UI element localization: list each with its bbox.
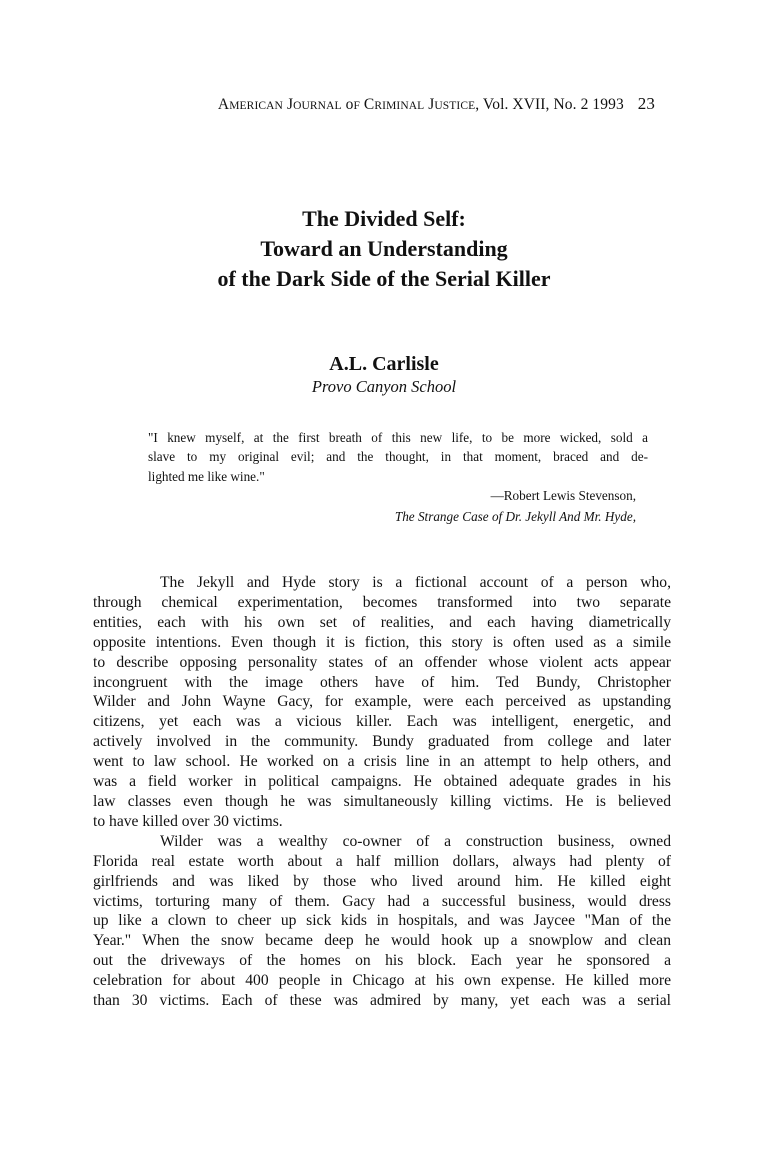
text-line: than 30 victims. Each of these was admired by many, yet each was a serial — [93, 992, 671, 1010]
text-line: victims, torturing many of them. Gacy had a successful business, would dress — [93, 892, 671, 910]
text-line: actively involved in the community. Bundy graduated from college and later — [93, 733, 671, 751]
paragraph-2 — [93, 832, 671, 1011]
text-line: girlfriends and was liked by those who lived around him. He killed eight — [93, 872, 671, 890]
epigraph — [148, 428, 648, 486]
text-line: to have killed over 30 victims. — [93, 812, 283, 830]
text-line: was a field worker in political campaigns. He obtained adequate grades in his — [93, 773, 671, 791]
text-line: went to law school. He worked on a crisis line in an attempt to help others, and — [93, 753, 671, 771]
article-title — [84, 204, 684, 294]
text-line: celebration for about 400 people in Chicago at his own expense. He killed more — [93, 972, 671, 990]
page-number: 23 — [637, 94, 655, 113]
title-line: Toward an Understanding — [260, 236, 508, 261]
author-name: A.L. Carlisle — [329, 353, 439, 375]
epigraph-author: —Robert Lewis Stevenson, — [490, 488, 636, 503]
running-head: AMERICAN JOURNAL oF CRIMINAL JUSTICE, Vol. XVII, No. 2 1993 23 — [217, 94, 655, 113]
title-line: The Divided Self: — [302, 206, 466, 231]
text-line: entities, each with his own set of realities, and each having diametrically — [93, 613, 671, 631]
epigraph-work: The Strange Case of Dr. Jekyll And Mr. Hyde, — [394, 509, 636, 524]
text-line: to describe opposing personality states of an offender whose violent acts appear — [93, 653, 671, 671]
epigraph-line: lighted me like wine." — [148, 468, 265, 484]
text-line: through chemical experimentation, becomes transformed into two separate — [93, 593, 671, 611]
text-line: incongruent with the image others have of him. Ted Bundy, Christopher — [93, 673, 671, 691]
text-line: The Jekyll and Hyde story is a fictional account of a person who, — [160, 574, 671, 591]
volume-issue: Vol. XVII, No. 2 1993 — [482, 96, 624, 113]
text-line: Year." When the snow became deep he would hook up a snowplow and clean — [93, 932, 671, 950]
title-line: of the Dark Side of the Serial Killer — [217, 266, 551, 291]
text-line: Wilder was a wealthy co-owner of a construction business, owned — [160, 832, 671, 850]
epigraph-line: slave to my original evil; and the thought, in that moment, braced and de- — [148, 449, 648, 465]
text-line: out the driveways of the homes on his block. Each year he sponsored a — [93, 952, 671, 970]
epigraph-quote — [148, 428, 648, 486]
text-line: law classes even though he was simultaneously killing victims. He is believed — [93, 792, 671, 810]
paragraph-1 — [93, 573, 671, 832]
journal-name: AMERICAN JOURNAL oF CRIMINAL JUSTICE — [217, 96, 476, 113]
body-text — [93, 573, 671, 1011]
epigraph-line: "I knew myself, at the first breath of this new life, to be more wicked, sold a — [148, 430, 648, 445]
text-line: up like a clown to cheer up sick kids in hospitals, and was Jaycee "Man of the — [93, 912, 671, 930]
text-line: Wilder and John Wayne Gacy, for example, were each perceived as upstanding — [93, 693, 671, 711]
text-line: opposite intentions. Even though it is fiction, this story is often used as a simile — [93, 633, 671, 651]
text-line: Florida real estate worth about a half million dollars, always had plenty of — [93, 852, 671, 870]
author-affiliation: Provo Canyon School — [311, 377, 457, 396]
text-line: citizens, yet each was a vicious killer. Each was intelligent, energetic, and — [93, 713, 671, 731]
epigraph-attribution — [148, 485, 636, 527]
